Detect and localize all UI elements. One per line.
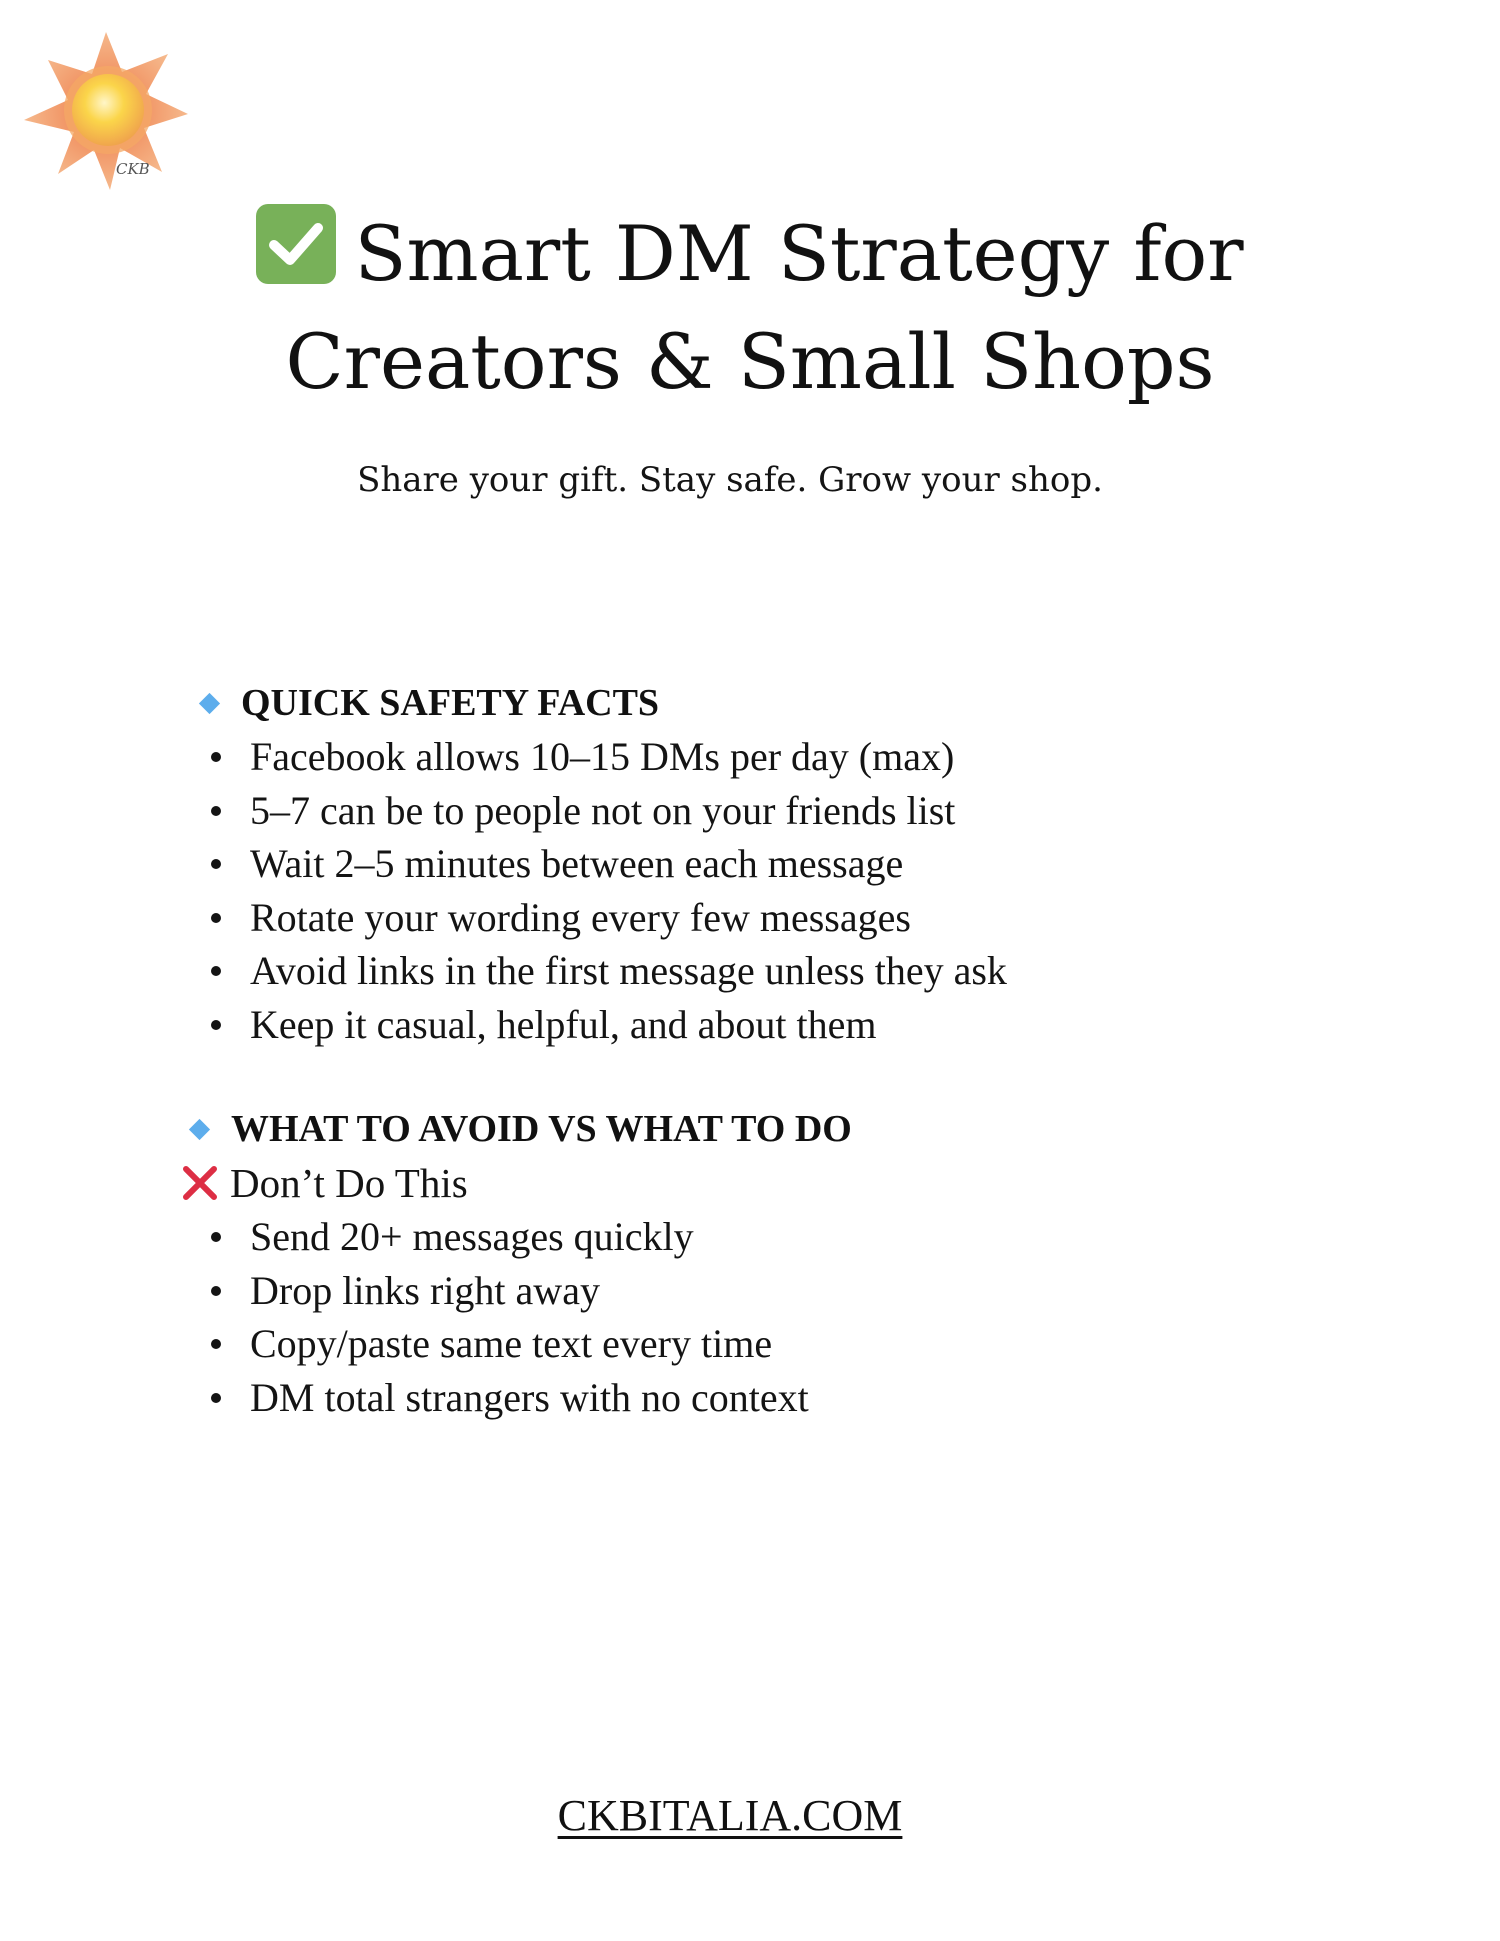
list-item-text: DM total strangers with no context <box>250 1374 809 1420</box>
bullet-dot-icon <box>211 859 221 869</box>
dont-heading <box>180 1156 1340 1210</box>
avoid-section <box>190 1102 1340 1424</box>
bullet-dot-icon <box>211 1020 221 1030</box>
page-title <box>0 200 1500 416</box>
dont-heading-text: Don’t Do This <box>230 1160 468 1206</box>
website-link[interactable]: CKBITALIA.COM <box>557 1791 903 1840</box>
safety-heading-text: QUICK SAFETY FACTS <box>241 682 660 724</box>
avoid-list <box>190 1210 1340 1424</box>
bullet-dot-icon <box>211 966 221 976</box>
list-item <box>190 837 1340 891</box>
bullet-dot-icon <box>211 1339 221 1349</box>
list-item <box>190 1264 1340 1318</box>
bullet-dot-icon <box>211 806 221 816</box>
avoid-heading-text: WHAT TO AVOID VS WHAT TO DO <box>231 1108 852 1150</box>
subtitle: Share your gift. Stay safe. Grow your shop. <box>357 460 1103 500</box>
list-item-text: Drop links right away <box>250 1267 600 1313</box>
avoid-heading <box>180 1102 1340 1156</box>
list-item <box>190 1317 1340 1371</box>
list-item <box>190 730 1340 784</box>
white-check-mark-icon <box>256 204 336 284</box>
small-blue-diamond-icon <box>189 1118 210 1139</box>
list-item-text: Copy/paste same text every time <box>250 1321 773 1366</box>
logo-text: CKB <box>116 160 150 178</box>
list-item-text: Send 20+ messages quickly <box>250 1214 694 1259</box>
list-item-text: Facebook allows 10–15 DMs per day (max) <box>250 734 955 779</box>
list-item-text: Avoid links in the first message unless they ask <box>250 948 1007 993</box>
list-item <box>190 944 1340 998</box>
cross-mark-icon <box>180 1163 220 1203</box>
list-item <box>190 784 1340 838</box>
bullet-dot-icon <box>211 1393 221 1403</box>
title-line-1-text: Smart DM Strategy for <box>354 209 1244 298</box>
safety-list <box>190 730 1340 1051</box>
safety-section <box>190 676 1340 1051</box>
title-line-2-text: Creators & Small Shops <box>285 317 1215 406</box>
title-line-1 <box>256 209 1243 298</box>
list-item <box>190 891 1340 945</box>
bullet-dot-icon <box>211 1286 221 1296</box>
list-item <box>190 1210 1340 1264</box>
safety-heading <box>190 676 1340 730</box>
small-blue-diamond-icon <box>199 692 220 713</box>
list-item-text: 5–7 can be to people not on your friends list <box>250 787 956 833</box>
bullet-dot-icon <box>211 1232 221 1242</box>
list-item <box>190 1371 1340 1425</box>
sun-logo <box>18 24 198 194</box>
bullet-dot-icon <box>211 752 221 762</box>
bullet-dot-icon <box>211 913 221 923</box>
list-item-text: Keep it casual, helpful, and about them <box>250 1001 877 1047</box>
list-item <box>190 998 1340 1052</box>
list-item-text: Rotate your wording every few messages <box>250 894 911 940</box>
sun-logo-icon <box>18 24 198 194</box>
list-item-text: Wait 2–5 minutes between each message <box>250 841 904 886</box>
